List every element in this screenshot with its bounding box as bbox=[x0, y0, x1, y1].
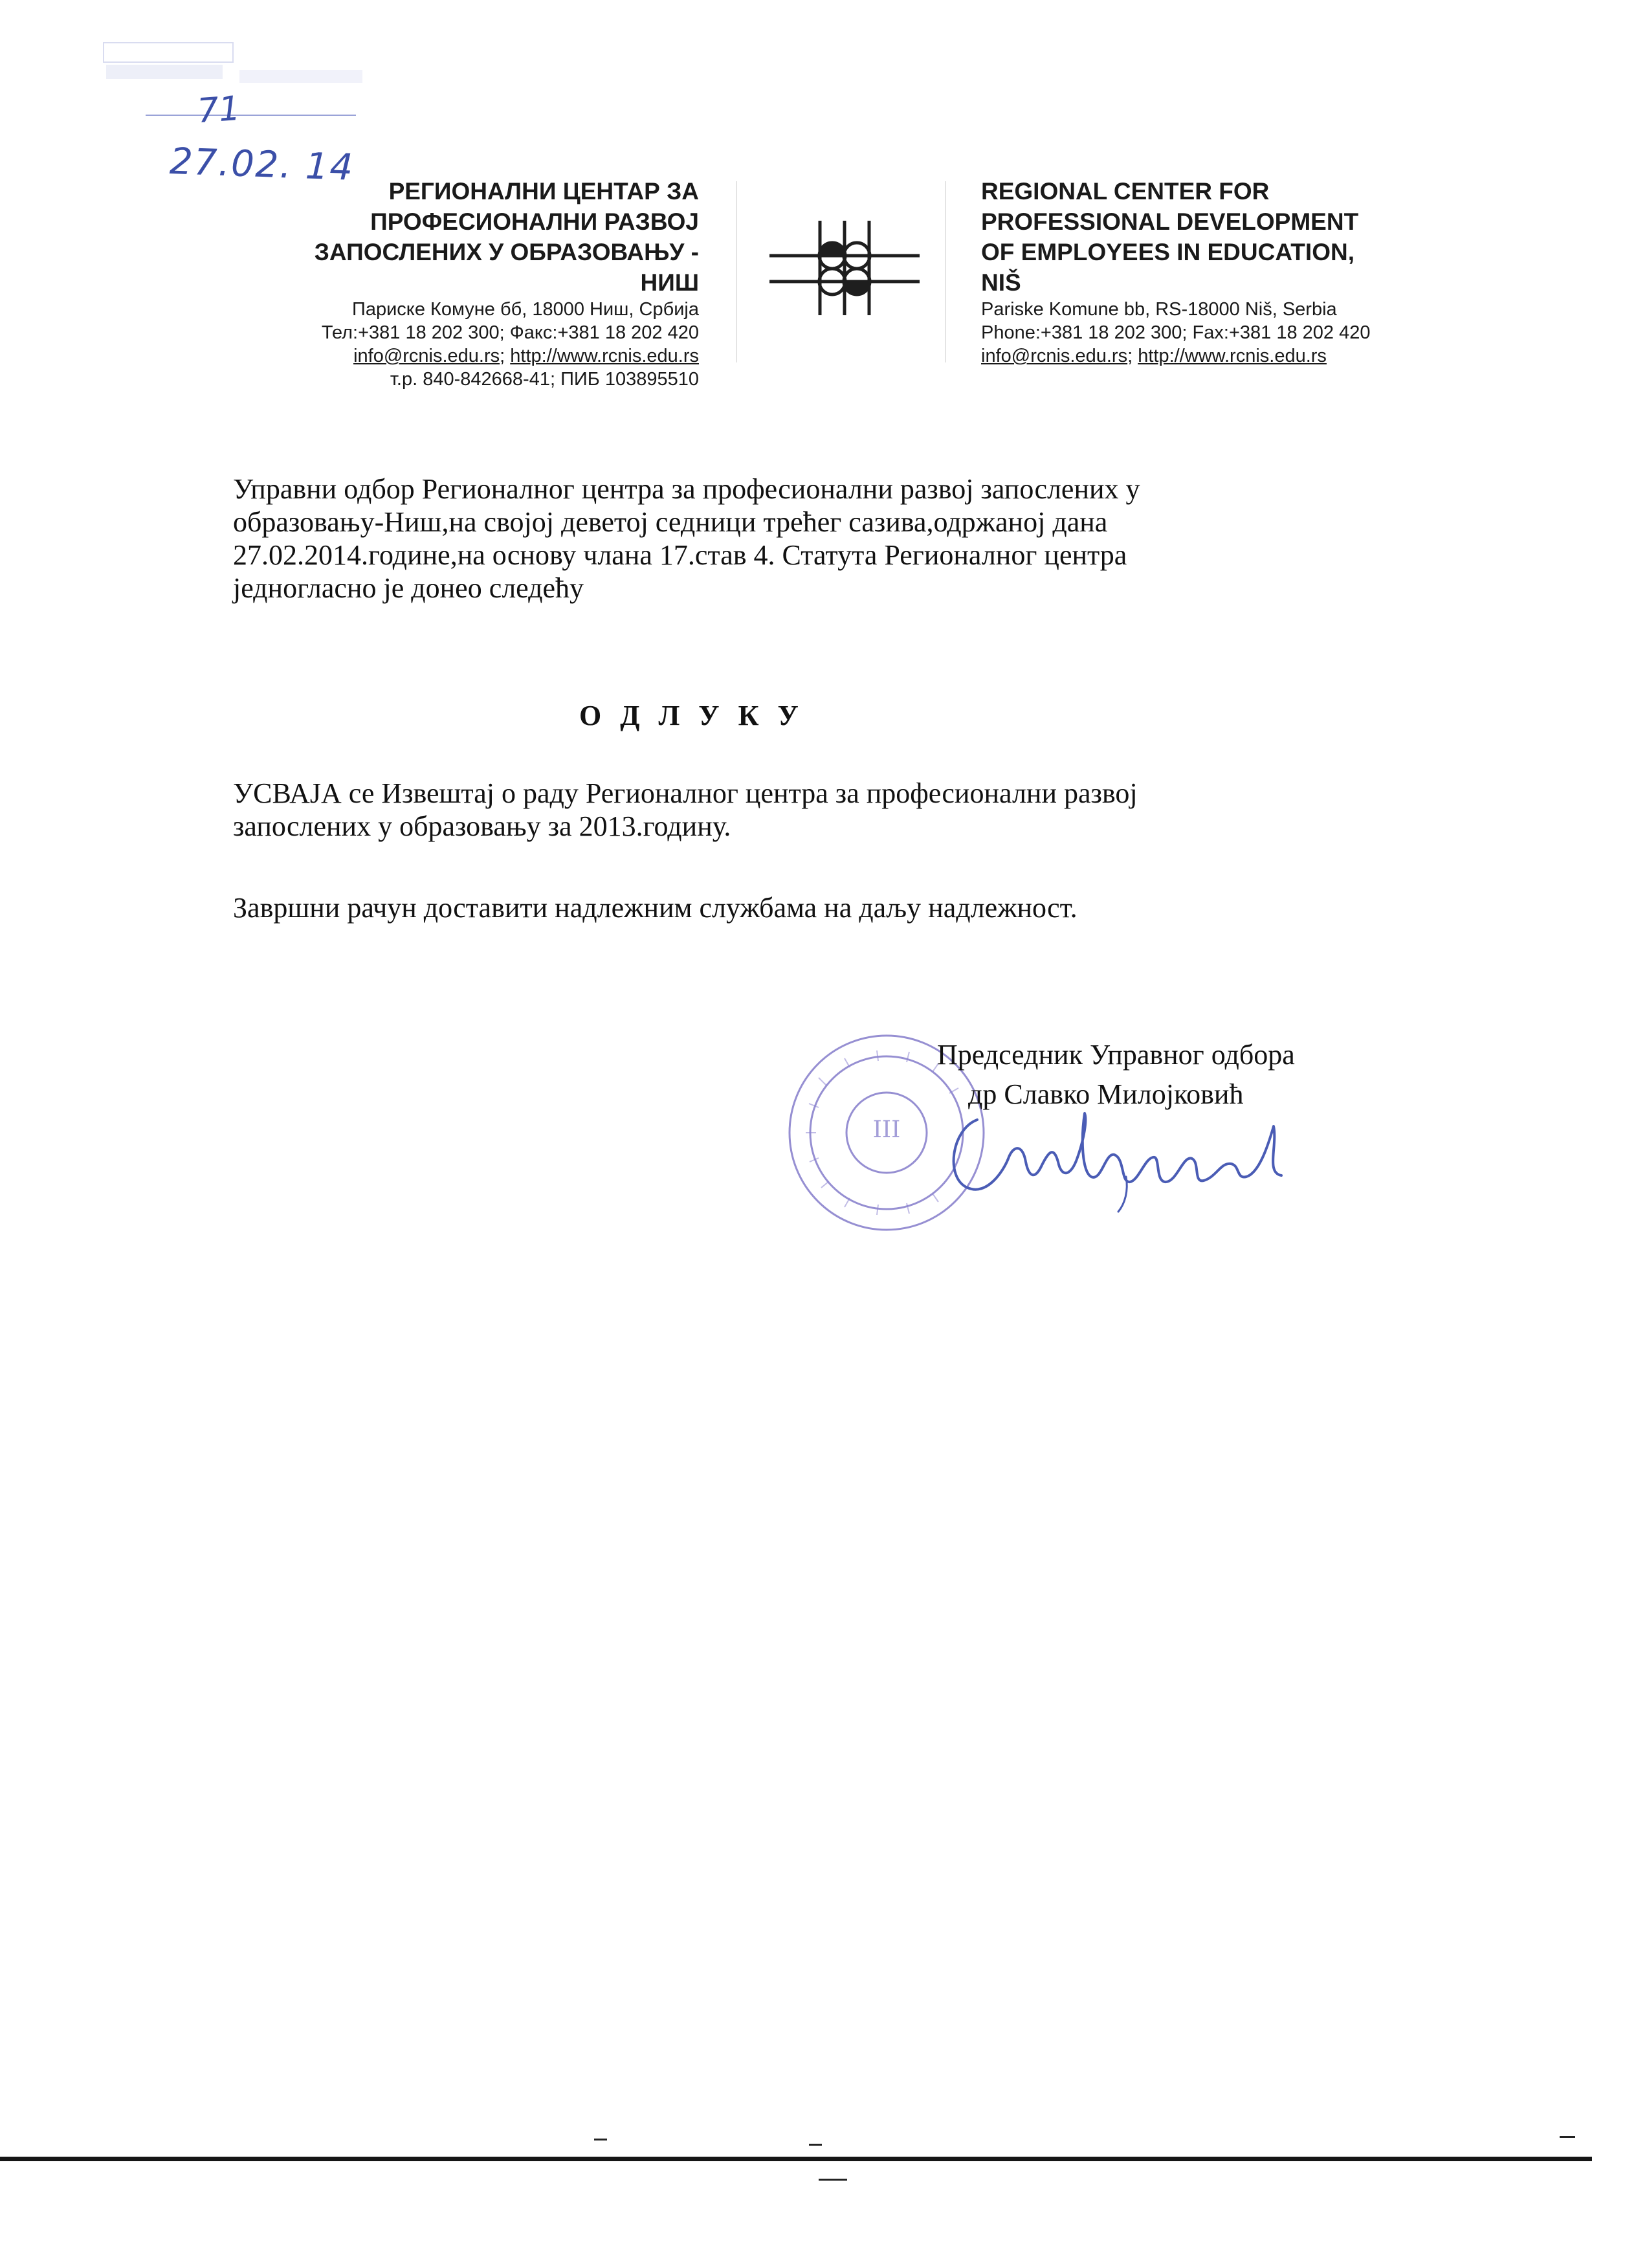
email-link[interactable]: info@rcnis.edu.rs bbox=[981, 346, 1128, 366]
scan-mark bbox=[809, 2144, 822, 2146]
letterhead-divider bbox=[945, 181, 946, 362]
rcnis-logo-icon bbox=[767, 217, 922, 320]
institution-name-line: ПРОФЕСИОНАЛНИ РАЗВОЈ bbox=[370, 208, 699, 235]
letterhead-divider bbox=[736, 181, 737, 362]
decision-line: запослених у образовању за 2013.годину. bbox=[233, 810, 731, 842]
decision-title: О Д Л У К У bbox=[579, 700, 804, 731]
email-link[interactable]: info@rcnis.edu.rs bbox=[353, 346, 500, 366]
intro-line: 27.02.2014.године,на основу члана 17.став 4. Статута Регионалног центра bbox=[233, 539, 1127, 571]
svg-text:III: III bbox=[872, 1117, 901, 1143]
institution-name-line: REGIONAL CENTER FOR bbox=[981, 178, 1270, 205]
address: Pariske Komune bb, RS-18000 Niš, Serbia bbox=[981, 299, 1337, 320]
institution-name-line: PROFESSIONAL DEVELOPMENT bbox=[981, 208, 1359, 235]
scan-mark bbox=[1560, 2136, 1575, 2138]
phone-fax: Phone:+381 18 202 300; Fax:+381 18 202 420 bbox=[981, 322, 1371, 343]
address: Париске Комуне бб, 18000 Ниш, Србија bbox=[352, 299, 699, 320]
contact-links bbox=[981, 344, 1473, 368]
institution-name-line: РЕГИОНАЛНИ ЦЕНТАР ЗА bbox=[388, 178, 699, 205]
institution-name-line: НИШ bbox=[640, 269, 699, 296]
scan-bottom-edge bbox=[0, 2157, 1592, 2161]
intro-line: Управни одбор Регионалног центра за професионални развој запослених у bbox=[233, 473, 1140, 505]
institution-name-line: OF EMPLOYEES IN EDUCATION, bbox=[981, 239, 1354, 265]
scan-mark bbox=[819, 2179, 847, 2181]
handwritten-signature bbox=[932, 1100, 1301, 1217]
signatory-title: Председник Управног одбора bbox=[937, 1039, 1295, 1071]
contact-links bbox=[194, 344, 699, 368]
link-separator: ; bbox=[1127, 346, 1138, 366]
intro-line: образовању-Ниш,на својој деветој седници трећег сазива,одржаној дана bbox=[233, 506, 1108, 538]
registration-number: 71 bbox=[195, 89, 242, 131]
intro-line: једногласно је донео следећу bbox=[233, 572, 584, 604]
letterhead-serbian bbox=[194, 176, 699, 391]
decision-paragraph bbox=[233, 777, 1346, 843]
website-link[interactable]: http://www.rcnis.edu.rs bbox=[510, 346, 699, 366]
registration-date: 27.02. 14 bbox=[168, 140, 355, 189]
website-link[interactable]: http://www.rcnis.edu.rs bbox=[1138, 346, 1327, 366]
scan-mark bbox=[594, 2139, 607, 2140]
intro-paragraph bbox=[233, 472, 1346, 605]
decision-line: УСВАЈА се Извештај о раду Регионалног центра за професионални развој bbox=[233, 777, 1138, 809]
link-separator: ; bbox=[500, 346, 511, 366]
letterhead-english bbox=[981, 176, 1473, 368]
signatory-name: др Славко Милојковић bbox=[968, 1078, 1244, 1110]
final-statement: Завршни рачун доставити надлежним службама на даљу надлежност. bbox=[233, 892, 1078, 924]
institution-name-line: NIŠ bbox=[981, 269, 1021, 296]
institution-name-line: ЗАПОСЛЕНИХ У ОБРАЗОВАЊУ - bbox=[314, 239, 699, 265]
bank-account-tax-id: т.р. 840-842668-41; ПИБ 103895510 bbox=[390, 369, 699, 390]
phone-fax: Тел:+381 18 202 300; Факс:+381 18 202 420 bbox=[321, 322, 699, 343]
